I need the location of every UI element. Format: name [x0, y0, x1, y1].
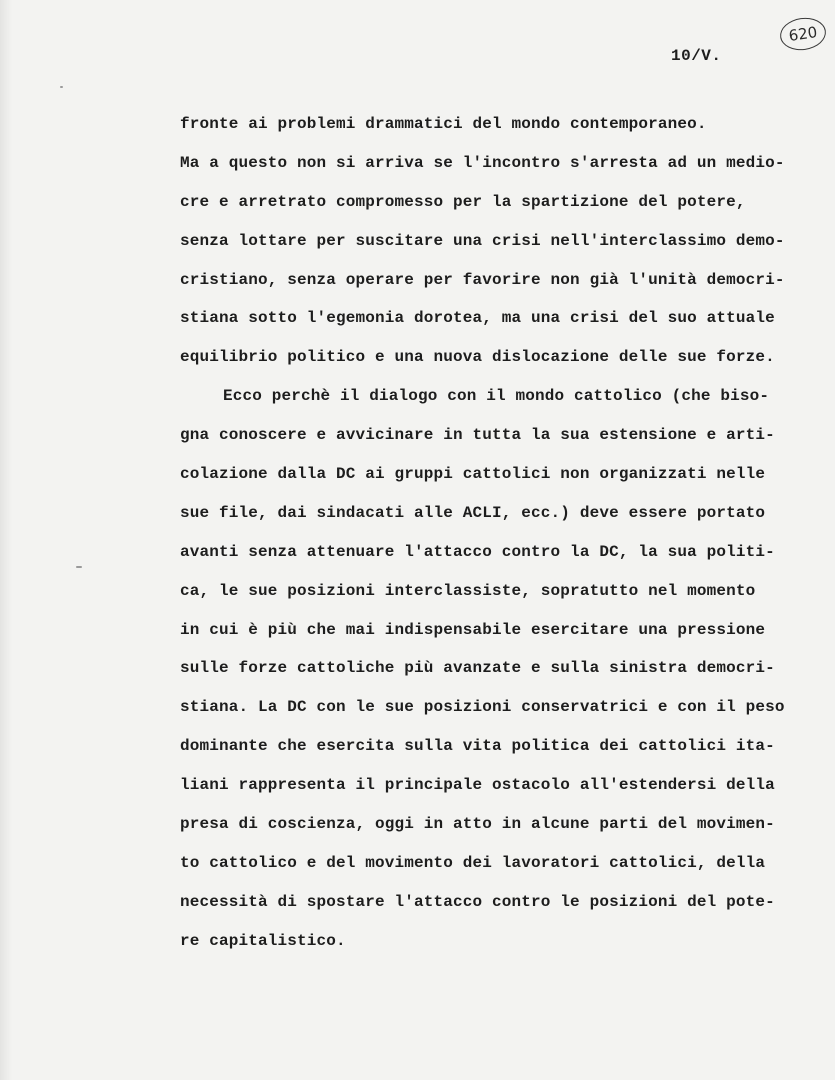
text-line: stiana sotto l'egemonia dorotea, ma una crisi del suo attuale: [180, 309, 775, 328]
text-line: cre e arretrato compromesso per la spartizione del potere,: [180, 192, 746, 211]
page-edge-shadow: [0, 0, 12, 1080]
archive-stamp: 620: [778, 15, 828, 53]
text-line: Ma a questo non si arriva se l'incontro s'arresta ad un medio-: [180, 153, 785, 172]
paper-speck: [76, 566, 82, 568]
text-line: sulle forze cattoliche più avanzate e sulla sinistra democri-: [180, 659, 775, 678]
text-line: presa di coscienza, oggi in atto in alcune parti del movimen-: [180, 815, 775, 834]
text-line: dominante che esercita sulla vita politica dei cattolici ita-: [180, 737, 775, 756]
text-line: gna conoscere e avvicinare in tutta la sua estensione e arti-: [180, 426, 775, 445]
paragraph-start-line: Ecco perchè il dialogo con il mondo cattolico (che biso-: [223, 387, 770, 406]
text-line: sue file, dai sindacati alle ACLI, ecc.) deve essere portato: [180, 503, 766, 522]
page-number: 10/V.: [671, 47, 722, 65]
text-line: avanti senza attenuare l'attacco contro la DC, la sua politi-: [180, 542, 775, 561]
text-line: equilibrio politico e una nuova dislocazione delle sue forze.: [180, 348, 775, 367]
typed-text-body: [180, 110, 800, 966]
text-line: liani rappresenta il principale ostacolo all'estendersi della: [180, 776, 775, 795]
paper-speck: [60, 86, 63, 88]
text-line: ca, le sue posizioni interclassiste, sopratutto nel momento: [180, 581, 756, 600]
text-line: cristiano, senza operare per favorire non già l'unità democri-: [180, 270, 785, 289]
text-line: fronte ai problemi drammatici del mondo contemporaneo.: [180, 115, 707, 133]
text-line: to cattolico e del movimento dei lavoratori cattolici, della: [180, 853, 766, 872]
text-line: re capitalistico.: [180, 931, 346, 950]
text-line: necessità di spostare l'attacco contro le posizioni del pote-: [180, 892, 775, 911]
text-line: in cui è più che mai indispensabile esercitare una pressione: [180, 620, 766, 639]
text-line: stiana. La DC con le sue posizioni conservatrici e con il peso: [180, 698, 785, 717]
text-line: colazione dalla DC ai gruppi cattolici non organizzati nelle: [180, 465, 766, 484]
text-line: senza lottare per suscitare una crisi nell'interclassimo demo-: [180, 231, 785, 250]
